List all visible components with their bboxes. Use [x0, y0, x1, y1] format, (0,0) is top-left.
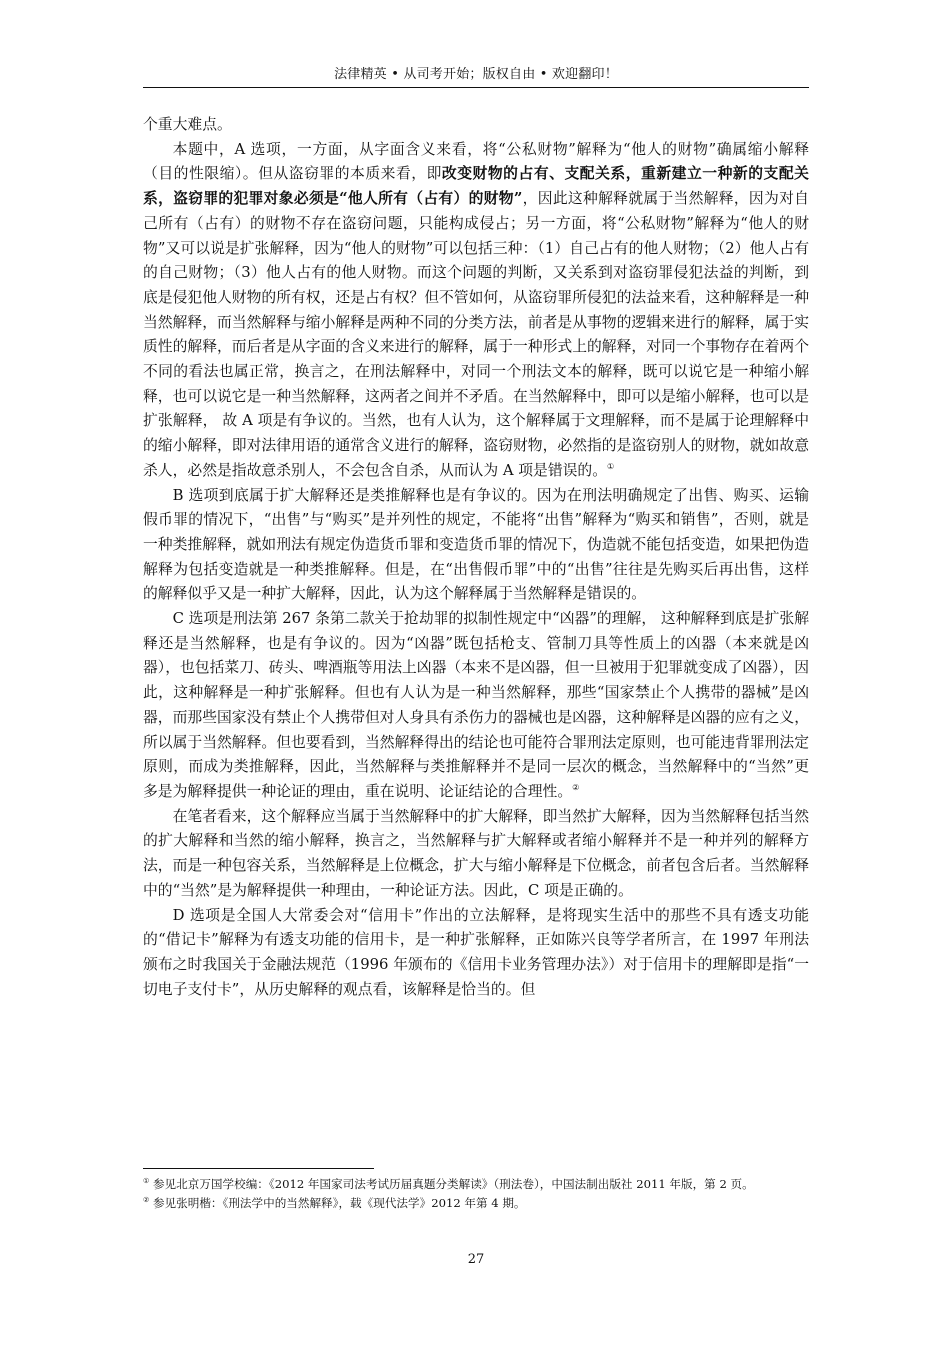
page-number: 27 [467, 1252, 485, 1267]
paragraph-option-d: D 选项是全国人大常委会对“信用卡”作出的立法解释，是将现实生活中的那些不具有透支功能的“借记卡”解释为有透支功能的信用卡，是一种扩张解释，正如陈兴良等学者所言，在 1997 年刑法颁布之时我国关于金融法规范（1996 年颁布的《信用卡业务管理办法》）对于信用卡的理解即是指“一切电子支付卡”，从历史解释的观点看，该解释是恰当的。但 [143, 906, 809, 998]
footnote-ref-1[interactable]: ① [607, 461, 615, 471]
footnote-1-text: 参见北京万国学校编：《2012 年国家司法考试历届真题分类解读》（刑法卷），中国法制出版社 2011 年版，第 2 页。 [149, 1177, 754, 1191]
footnote-divider [143, 1168, 374, 1169]
footnote-2-mark: ② [143, 1196, 150, 1205]
paragraph-author-view: 在笔者看来，这个解释应当属于当然解释中的扩大解释，即当然扩大解释，因为当然解释包括当然的扩大解释和当然的缩小解释，换言之，当然解释与扩大解释或者缩小解释并不是一种并列的解释方法，而是一种包容关系，当然解释是上位概念，扩大与缩小解释是下位概念，前者包含后者。当然解释中的“当然”是为解释提供一种理由，一种论证方法。因此，C 项是正确的。 [143, 807, 809, 899]
footnote-ref-2[interactable]: ② [572, 783, 580, 793]
paragraph-option-c-text: C 选项是刑法第 267 条第二款关于抢劫罪的拟制性规定中“凶器”的理解， 这种解释到底是扩张解释还是当然解释，也是有争议的。因为“凶器”既包括枪支、管制刀具等性质上的凶器（本来就是凶器），也包括菜刀、砖头、啤酒瓶等用法上凶器（本来不是凶器，但一旦被用于犯罪就变成了凶器），因此，这种解释是一种扩张解释。但也有人认为是一种当然解释，那些“国家禁止个人携带的器械”是凶器，而那些国家没有禁止个人携带但对人身具有杀伤力的器械也是凶器，这种解释是凶器的应有之义，所以属于当然解释。但也要看到，当然解释得出的结论也可能符合罪刑法定原则，也可能违背罪刑法定原则，而成为类推解释，因此，当然解释与类推解释并不是同一层次的概念，当然解释中的“当然”更多是为解释提供一种论证的理由，重在说明、论证结论的合理性。 [143, 610, 809, 800]
body-text [143, 113, 809, 1002]
page-header: 法律精英 • 从司考开始；版权自由 • 欢迎翻印！ [334, 67, 618, 82]
footnote-2-text: 参见张明楷：《刑法学中的当然解释》，载《现代法学》2012 年第 4 期。 [149, 1196, 526, 1210]
paragraph-option-a [143, 138, 809, 484]
paragraph-option-b: B 选项到底属于扩大解释还是类推解释也是有争议的。因为在刑法明确规定了出售、购买、运输假币罪的情况下，“出售”与“购买”是并列性的规定，不能将“出售”解释为“购买和销售”，否则，就是一种类推解释，就如刑法有规定伪造货币罪和变造货币罪的情况下，伪造就不能包括变造，如果把伪造解释为包括变造就是一种类推解释。但是，在“出售假币罪”中的“出售”往往是先购买后再出售，这样的解释似乎又是一种扩大解释，因此，认为这个解释属于当然解释是错误的。 [143, 486, 809, 603]
footnote-1-mark: ① [143, 1177, 150, 1186]
paragraph-option-a-part1: 本题中，A 选项，一方面，从字面含义来看，将“公私财物”解释为“他人的财物”确属缩小解释（目的性限缩）。但从盗窃罪的本质来看，即 [143, 140, 809, 183]
paragraph-option-c [143, 607, 809, 805]
footnotes [143, 1175, 809, 1213]
bold-emphasis: 改变财物的占有、支配关系，重新建立一种新的支配关系，盗窃罪的犯罪对象必须是“他人所有（占有）的财物” [143, 165, 809, 208]
paragraph-continuation: 个重大难点。 [143, 116, 232, 133]
header-divider [143, 87, 809, 88]
footnote-2 [143, 1194, 809, 1213]
footnote-1 [143, 1175, 809, 1194]
paragraph-option-a-part2: ，因此这种解释就属于当然解释，因为对自己所有（占有）的财物不存在盗窃问题，只能构成侵占；另一方面，将“公私财物”解释为“他人的财物”又可以说是扩张解释，因为“他人的财物”可以包括三种：（1）自己占有的他人财物；（2）他人占有的自己财物；（3）他人占有的他人财物。而这个问题的判断，又关系到对盗窃罪侵犯法益的判断，到底是侵犯他人财物的所有权，还是占有权？但不管如何，从盗窃罪所侵犯的法益来看，这种解释是一种当然解释，而当然解释与缩小解释是两种不同的分类方法，前者是从事物的逻辑来进行的解释，属于实质性的解释，而后者是从字面的含义来进行的解释，属于一种形式上的解释，对同一个事物存在着两个不同的看法也属正常，换言之，在刑法解释中，对同一个刑法文本的解释，既可以说它是一种缩小解释，也可以说它是一种当然解释，这两者之间并不矛盾。在当然解释中，即可以是缩小解释，也可以是扩张解释， 故 A 项是有争议的。当然，也有人认为，这个解释属于文理解释，而不是属于论理解释中的缩小解释，即对法律用语的通常含义进行的解释，盗窃财物，必然指的是盗窃别人的财物，就如故意杀人，必然是指故意杀别人，不会包含自杀，从而认为 A 项是错误的。 [143, 190, 809, 479]
